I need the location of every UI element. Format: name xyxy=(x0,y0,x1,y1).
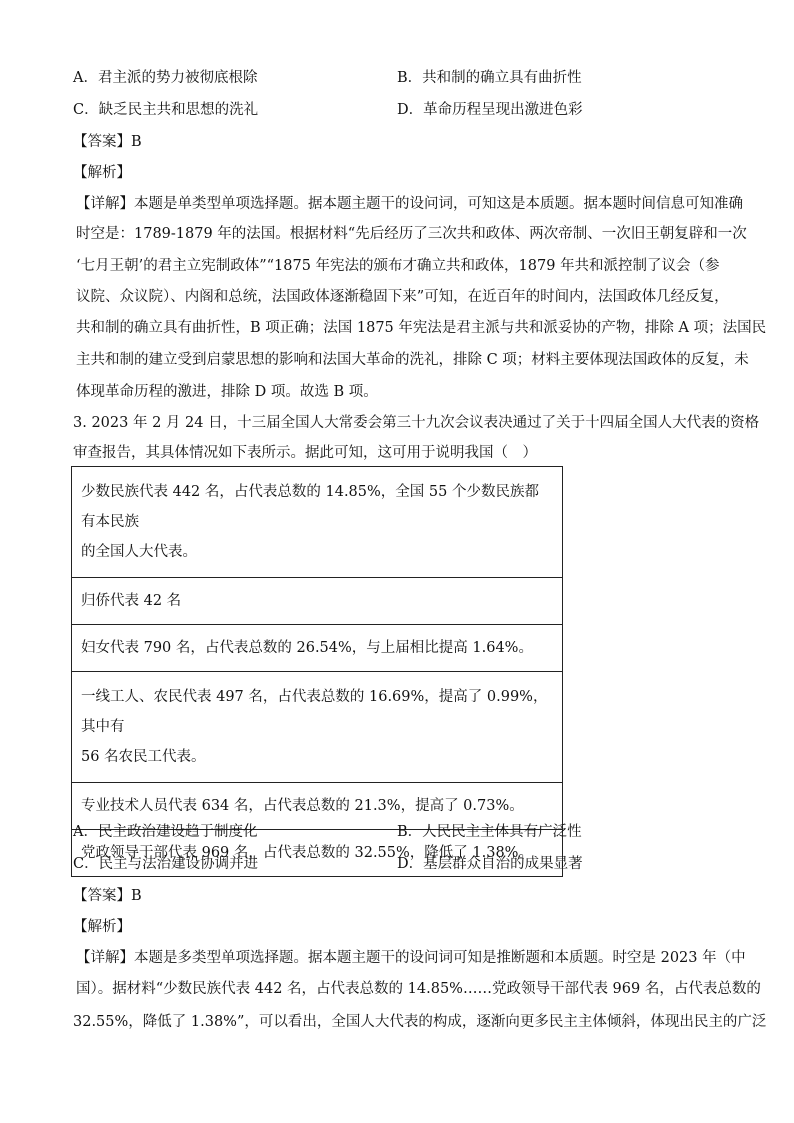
table-row xyxy=(72,467,562,577)
q2-detail-line: 时空是：1789-1879 年的法国。根据材料“先后经历了三次共和政体、两次帝制、一次旧王朝复辟和一次 xyxy=(76,226,747,242)
q3-option-d: D．基层群众自治的成果显著 xyxy=(397,856,583,872)
q2-option-c: C．缺乏民主共和思想的洗礼 xyxy=(73,102,259,118)
q2-detail-line: ‘七月王朝’的君主立宪制政体”“1875 年宪法的颁布才确立共和政体，1879 年共和派控制了议会（参 xyxy=(76,258,720,274)
table-cell-line: 妇女代表 790 名，占代表总数的 26.54%，与上届相比提高 1.64%。 xyxy=(81,640,533,656)
q2-options-row-1 xyxy=(73,66,733,88)
q3-detail-line: 国）。据材料“少数民族代表 442 名，占代表总数的 14.85%……党政领导干部代表 969 名，占代表总数的 xyxy=(76,981,761,997)
q2-detail-line: 共和制的确立具有曲折性，B 项正确；法国 1875 年宪法是君主派与共和派妥协的产物，排除 A 项；法国民 xyxy=(76,320,767,336)
q3-option-c: C．民主与法治建设协调并进 xyxy=(73,856,259,872)
table-row xyxy=(72,671,562,782)
q3-options-row-2 xyxy=(73,852,733,874)
q3-analysis-label: 【解析】 xyxy=(73,919,131,935)
table-cell-line: 专业技术人员代表 634 名，占代表总数的 21.3%，提高了 0.73%。 xyxy=(81,798,524,814)
table-cell-line: 56 名农民工代表。 xyxy=(81,749,206,765)
table-cell-line: 归侨代表 42 名 xyxy=(81,593,182,609)
q2-option-d: D．革命历程呈现出激进色彩 xyxy=(397,102,583,118)
table-row xyxy=(72,624,562,671)
q3-option-b: B．人民民主主体具有广泛性 xyxy=(397,824,582,840)
table-cell-line: 党政领导干部代表 969 名，占代表总数的 32.55%，降低了 1.38%。 xyxy=(81,845,533,861)
q2-detail-line: 主共和制的建立受到启蒙思想的影响和法国大革命的洗礼，排除 C 项；材料主要体现法国政体的反复，未 xyxy=(76,352,749,368)
q2-detail-line: 议院、众议院）、内阁和总统，法国政体逐渐稳固下来”可知，在近百年的时间内，法国政体几经反复， xyxy=(76,289,729,305)
table-cell-line: 少数民族代表 442 名，占代表总数的 14.85%，全国 55 个少数民族都有本民族 xyxy=(81,484,539,530)
q2-analysis-label: 【解析】 xyxy=(73,165,131,181)
table-row xyxy=(72,577,562,624)
q3-detail-line: 【详解】本题是多类型单项选择题。据本题主题干的设问词可知是推断题和本质题。时空是 2023 年（中 xyxy=(76,950,746,966)
q2-answer: 【答案】B xyxy=(73,134,142,150)
q2-option-b: B．共和制的确立具有曲折性 xyxy=(397,70,582,86)
q3-answer: 【答案】B xyxy=(73,888,142,904)
q2-option-a: A．君主派的势力被彻底根除 xyxy=(73,70,258,86)
q3-stem-line: 审查报告，其具体情况如下表所示。据此可知，这可用于说明我国（ ） xyxy=(73,445,537,461)
q3-stem-line: 3. 2023 年 2 月 24 日，十三届全国人大常委会第三十九次会议表决通过了关于十四届全国人大代表的资格 xyxy=(73,415,760,431)
q2-detail-line: 【详解】本题是单类型单项选择题。据本题主题干的设问词，可知这是本质题。据本题时间信息可知准确 xyxy=(76,196,743,212)
q3-data-table xyxy=(71,466,563,877)
table-cell-line: 的全国人大代表。 xyxy=(81,544,197,560)
q2-options-row-2 xyxy=(73,98,733,120)
q3-options-row-1 xyxy=(73,820,733,842)
q2-detail-line: 体现革命历程的激进，排除 D 项。故选 B 项。 xyxy=(76,384,378,400)
q3-detail-line: 32.55%，降低了 1.38%”，可以看出，全国人大代表的构成，逐渐向更多民主主体倾斜，体现出民主的广泛 xyxy=(73,1014,767,1030)
q3-option-a: A．民主政治建设趋于制度化 xyxy=(73,824,258,840)
table-cell-line: 一线工人、农民代表 497 名，占代表总数的 16.69%，提高了 0.99%，其中有 xyxy=(81,689,548,735)
